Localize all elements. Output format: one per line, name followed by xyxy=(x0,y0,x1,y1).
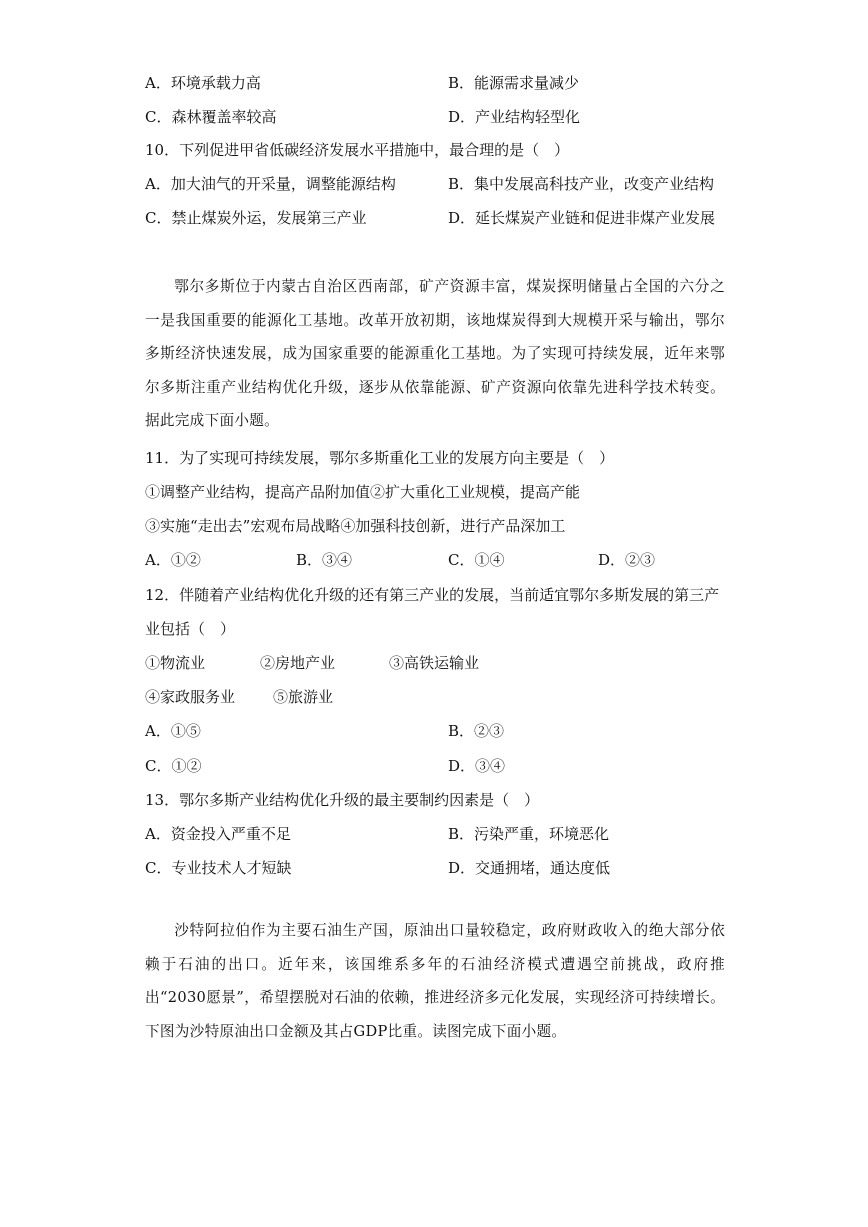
q12-item-1: ①物流业 xyxy=(145,654,206,672)
q10-stem: 10．下列促进甲省低碳经济发展水平措施中，最合理的是（ ） xyxy=(145,141,570,159)
q11-option-b: B．③④ xyxy=(296,551,353,569)
passage-saudi: 沙特阿拉伯作为主要石油生产国，原油出口量较稳定，政府财政收入的绝大部分依赖于石油的出口。近年来，该国维系多年的石油经济模式遭遇空前挑战，政府推出“2030愿景”，希望摆脱对石油的依赖，推进经济多元化发展，实现经济可持续增长。下图为沙特原油出口金额及其占GDP比重。读图完成下面小题。 xyxy=(145,922,725,1040)
q13-option-c: C．专业技术人才短缺 xyxy=(145,859,292,877)
q12-item-5: ⑤旅游业 xyxy=(273,688,334,706)
q13-stem: 13．鄂尔多斯产业结构优化升级的最主要制约因素是（ ） xyxy=(145,791,540,809)
q13-option-a: A．资金投入严重不足 xyxy=(145,825,291,843)
q12-item-3: ③高铁运输业 xyxy=(389,654,480,672)
q10-option-c: C．禁止煤炭外运，发展第三产业 xyxy=(145,209,367,227)
q13-option-b: B．污染严重，环境恶化 xyxy=(448,825,610,843)
q11-option-c: C．①④ xyxy=(448,551,505,569)
q13-option-d: D．交通拥堵，通达度低 xyxy=(448,859,611,877)
q11-option-d: D．②③ xyxy=(598,551,656,569)
q12-option-d: D．③④ xyxy=(448,757,506,775)
q9-option-d: D．产业结构轻型化 xyxy=(448,108,581,126)
q11-choice-line-1: ①调整产业结构，提高产品附加值②扩大重化工业规模，提高产能 xyxy=(145,483,581,501)
q10-option-b: B．集中发展高科技产业，改变产业结构 xyxy=(448,175,715,193)
q12-option-c: C．①② xyxy=(145,757,202,775)
q11-stem: 11．为了实现可持续发展，鄂尔多斯重化工业的发展方向主要是（ ） xyxy=(145,449,615,467)
q10-option-a: A．加大油气的开采量，调整能源结构 xyxy=(145,175,396,193)
q11-option-a: A．①② xyxy=(145,551,201,569)
q12-option-b: B．②③ xyxy=(448,722,505,740)
q9-option-c: C．森林覆盖率较高 xyxy=(145,108,277,126)
q12-item-2: ②房地产业 xyxy=(260,654,336,672)
q11-choice-line-2: ③实施“走出去”宏观布局战略④加强科技创新，进行产品深加工 xyxy=(145,517,566,535)
q10-option-d: D．延长煤炭产业链和促进非煤产业发展 xyxy=(448,209,716,227)
q12-stem-line-1: 12．伴随着产业结构优化升级的还有第三产业的发展，当前适宜鄂尔多斯发展的第三产 xyxy=(145,586,720,604)
q12-option-a: A．①⑤ xyxy=(145,722,201,740)
q9-option-b: B．能源需求量减少 xyxy=(448,74,580,92)
q12-item-4: ④家政服务业 xyxy=(145,688,236,706)
q9-option-a: A．环境承载力高 xyxy=(145,74,261,92)
passage-ordos: 鄂尔多斯位于内蒙古自治区西南部，矿产资源丰富，煤炭探明储量占全国的六分之一是我国重要的能源化工基地。改革开放初期，该地煤炭得到大规模开采与输出，鄂尔多斯经济快速发展，成为国家重要的能源重化工基地。为了实现可持续发展，近年来鄂尔多斯注重产业结构优化升级，逐步从依靠能源、矿产资源向依靠先进科学技术转变。据此完成下面小题。 xyxy=(145,278,725,429)
q12-stem-line-2: 业包括（ ） xyxy=(145,620,236,638)
